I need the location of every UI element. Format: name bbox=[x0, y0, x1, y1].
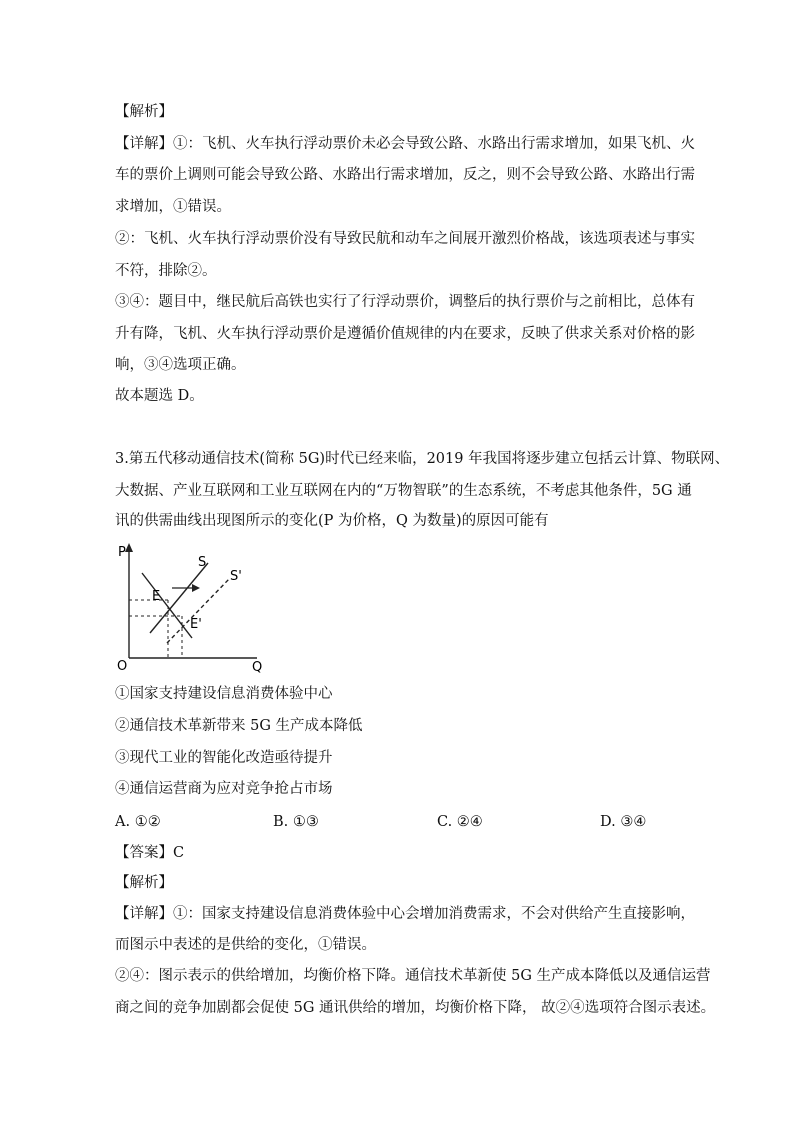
analysis-line: ③④：题目中，继民航后高铁也实行了行浮动票价，调整后的执行票价与之前相比，总体有 bbox=[115, 294, 695, 310]
statement-2: ②通信技术革新带来 5G 生产成本降低 bbox=[115, 718, 363, 734]
analysis-line: 升有降，飞机、火车执行浮动票价是遵循价值规律的内在要求，反映了供求关系对价格的影 bbox=[115, 326, 695, 342]
analysis-line: 车的票价上调则可能会导致公路、水路出行需求增加，反之，则不会导致公路、水路出行需 bbox=[115, 167, 695, 183]
analysis-line: ②④：图示表示的供给增加，均衡价格下降。通信技术革新使 5G 生产成本降低以及通信运营 bbox=[115, 968, 711, 984]
answer-line: 【答案】C bbox=[115, 845, 185, 861]
equilibrium-label: E bbox=[152, 589, 161, 604]
analysis-line: 商之间的竞争加剧都会促使 5G 通讯供给的增加，均衡价格下降， 故②④选项符合图示表述。 bbox=[115, 1000, 716, 1016]
option-b[interactable]: B. ①③ bbox=[273, 814, 319, 830]
conclusion-line: 故本题选 D。 bbox=[115, 388, 204, 404]
statement-4: ④通信运营商为应对竞争抢占市场 bbox=[115, 781, 333, 797]
analysis-line: ②：飞机、火车执行浮动票价没有导致民航和动车之间展开激烈价格战，该选项表述与事实 bbox=[115, 231, 695, 247]
option-a[interactable]: A. ①② bbox=[115, 814, 161, 830]
supply-label: S bbox=[198, 555, 207, 570]
demand-curve bbox=[142, 573, 192, 638]
question-text: 3.第五代移动通信技术(简称 5G)时代已经来临，2019 年我国将逐步建立包括云计算、物联网、 bbox=[115, 451, 730, 467]
supply-new-label: S' bbox=[230, 569, 242, 584]
analysis-line: 而图示中表述的是供给的变化，①错误。 bbox=[115, 937, 376, 953]
analysis-line: 【详解】①：飞机、火车执行浮动票价未必会导致公路、水路出行需求增加，如果飞机、火 bbox=[115, 136, 695, 152]
analysis-line: 【详解】①：国家支持建设信息消费体验中心会增加消费需求，不会对供给产生直接影响， bbox=[115, 906, 695, 922]
x-axis-label: Q bbox=[252, 660, 263, 675]
origin-label: O bbox=[117, 659, 128, 674]
analysis-header-1: 【解析】 bbox=[115, 104, 173, 120]
statement-3: ③现代工业的智能化改造亟待提升 bbox=[115, 750, 333, 766]
analysis-line: 不符，排除②。 bbox=[115, 263, 217, 279]
y-axis-arrow bbox=[125, 543, 133, 552]
analysis-header-2: 【解析】 bbox=[115, 875, 173, 891]
statement-1: ①国家支持建设信息消费体验中心 bbox=[115, 686, 333, 702]
option-c[interactable]: C. ②④ bbox=[437, 814, 483, 830]
option-d[interactable]: D. ③④ bbox=[600, 814, 647, 830]
supply-shift-graph bbox=[112, 538, 282, 676]
shift-arrow-head bbox=[192, 584, 200, 592]
analysis-line: 响，③④选项正确。 bbox=[115, 357, 246, 373]
question-text: 大数据、产业互联网和工业互联网在内的“万物智联”的生态系统，不考虑其他条件，5G 通 bbox=[115, 483, 692, 499]
analysis-line: 求增加，①错误。 bbox=[115, 199, 231, 215]
y-axis-label: P bbox=[118, 545, 126, 560]
equilibrium-new-label: E' bbox=[190, 617, 202, 632]
question-text: 讯的供需曲线出现图所示的变化(P 为价格，Q 为数量)的原因可能有 bbox=[115, 513, 549, 529]
